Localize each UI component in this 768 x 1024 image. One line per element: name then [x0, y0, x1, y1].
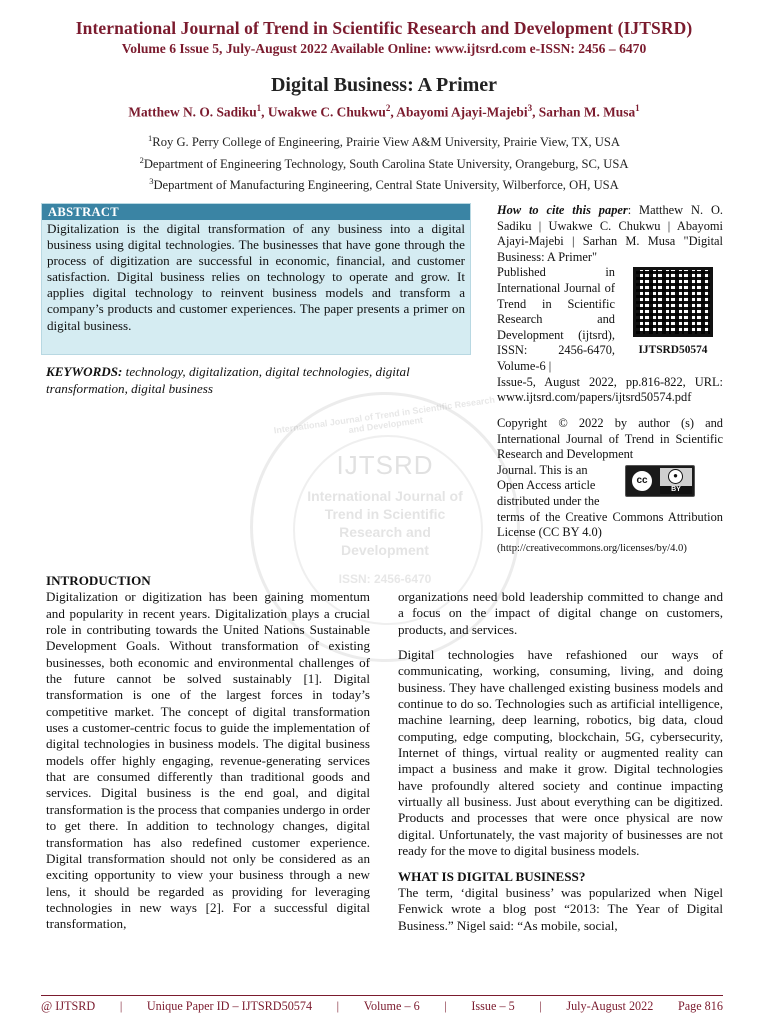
affiliation-list [0, 130, 768, 195]
author-affil-sup: 1 [256, 103, 262, 113]
author-affil-sup: 2 [385, 103, 391, 113]
author-list [0, 103, 768, 120]
abstract-box [41, 203, 471, 355]
footer-rule [41, 995, 723, 996]
affiliation-text: Roy G. Perry College of Engineering, Prairie View A&M University, Prairie View, TX, USA [152, 135, 620, 150]
footer-separator: | [336, 999, 340, 1013]
qr-code-icon [633, 267, 713, 337]
paragraph: Digitalization or digitization has been gaining momentum and popularity in recent years. Digitalization plays a crucial role in contributing towards the United Nations Sustainable Development Goals. Without transformation of existing businesses, both economic and environmental challenges of the future cannot be solved sustainably [1]. Digital transformation is one of the largest forces in today’s competitive market. The concept of digital transformation uses a customer-centric focus to guide the implementation of digital technologies in business models. The digital business models offer highly engaging, revenue-generating services that are consumed differently than traditional goods and services. Digital business is the end goal, and digital transformation is the process that companies undergo in order to get there. In addition to technology changes, digital transformation has also redefined customer experience. Digital transformation should not only be considered as an exciting opportunity to view your business through a new lens, it should be regarded as providing for leveraging technologies in new ways [2]. For a successful digital transformation, [46, 589, 370, 932]
keywords-label: KEYWORDS: [46, 364, 123, 379]
attribution-person-icon: ● [668, 469, 683, 484]
footer-separator: | [539, 999, 542, 1013]
copyright-bottom-text: terms of the Creative Commons Attribution License (CC BY 4.0) [497, 509, 723, 540]
citation-block [497, 203, 723, 406]
keywords [46, 364, 472, 397]
affiliation [0, 173, 768, 195]
copyright-left-text: Journal. This is an Open Access article distributed under the [497, 462, 600, 508]
footer-page-number: Page 816 [677, 999, 723, 1013]
citation-bottom-text: Issue-5, August 2022, pp.816-822, URL: www.ijtsrd.com/papers/ijtsrd50574.pdf [497, 374, 723, 405]
footer-publisher: @ IJTSRD [41, 999, 96, 1013]
by-area [660, 468, 692, 494]
affiliation-text: Department of Manufacturing Engineering, Central State University, Wilberforce, OH, USA [153, 178, 619, 193]
paper-title: Digital Business: A Primer [270, 74, 498, 96]
watermark-acronym: IJTSRD [336, 450, 434, 480]
copyright-badge-wrap [497, 463, 723, 510]
footer-date: July-August 2022 [566, 999, 654, 1013]
paragraph: organizations need bold leadership committed to change and a focus on the impact of digital change on customers, products, and services. [398, 589, 723, 637]
footer-volume: Volume – 6 [363, 999, 420, 1013]
citation-top [497, 203, 723, 265]
journal-volume-line: Volume 6 Issue 5, July-August 2022 Available Online: www.ijtsrd.com e-ISSN: 2456 – 6470 [121, 41, 647, 56]
citation-qr-wrap [497, 265, 723, 374]
citation-label: How to cite this paper [497, 203, 628, 217]
body-left-column [46, 573, 370, 933]
section-heading-introduction: INTRODUCTION [46, 573, 151, 588]
paragraph: Digital technologies have refashioned our ways of communicating, working, consuming, living, and doing business. They have challenged existing business models and continue to do so. Technologies such as artificial intelligence, machine learning, deep learning, robotics, big data, cloud computing, edge computing, blockchain, 5G, cybersecurity, Internet of things, virtual reality or augmented reality can impact a business and make it grow. Digital technologies have profoundly altered society and continue impacting virtually all business. Just about everything can be digitized. Products and processes that were once physical are now digital. Unfortunately, the vast majority of businesses are not ready for the move to digital business models. [398, 647, 723, 859]
author-name: Sarhan M. Musa [538, 104, 636, 120]
citation-top-text: : Matthew N. O. Sadiku | Uwakwe C. Chukwu | Abayomi Ajayi-Majebi | Sarhan M. Musa "Digital Business: A Primer" [497, 203, 723, 264]
journal-header [0, 18, 768, 57]
affiliation-sup: 1 [148, 133, 153, 143]
body-right-column [398, 589, 723, 934]
author-name: Abayomi Ajayi-Majebi [396, 104, 528, 120]
license-url: (http://creativecommons.org/licenses/by/4.0) [497, 542, 687, 554]
abstract-text: Digitalization is the digital transformation of any business into a digital business using digital technologies. The businesses that have gone through the process of digitization are successful in economic, financial, and customer satisfaction. Digital business relies on technology to operate and grow. It applies digital technology to reinvent business models and transform a company’s products and customer experiences. The paper presents a primer on digital business. [47, 221, 465, 333]
by-label: BY [660, 486, 692, 494]
author-affil-sup: 1 [635, 103, 640, 113]
journal-title: International Journal of Trend in Scientific Research and Development (IJTSRD) [75, 18, 693, 38]
affiliation [0, 130, 768, 152]
watermark-arc-text: International Journal of Trend in Scientific Research and Development [273, 394, 496, 436]
paper-id-label: IJTSRD50574 [638, 344, 708, 357]
footer-separator: | [119, 999, 123, 1013]
author-name: Uwakwe C. Chukwu [267, 104, 386, 120]
qr-code-box [627, 267, 719, 361]
page-footer [41, 999, 723, 1014]
keywords-text: technology, digitalization, digital technologies, digital transformation, digital business [46, 364, 410, 396]
author-affil-sup: 3 [527, 103, 533, 113]
affiliation-sup: 3 [149, 176, 154, 187]
section-heading-what-is-digital-business: WHAT IS DIGITAL BUSINESS? [398, 868, 586, 884]
footer-paper-id: Unique Paper ID – IJTSRD50574 [146, 999, 313, 1013]
author-separator: , [261, 104, 268, 120]
watermark-issn: ISSN: 2456-6470 [338, 572, 432, 586]
copyright-top-text: Copyright © 2022 by author (s) and International Journal of Trend in Scientific Research and Development [497, 416, 723, 462]
footer-issue: Issue – 5 [471, 999, 515, 1013]
affiliation-text: Department of Engineering Technology, South Carolina State University, Orangeburg, SC, USA [143, 156, 629, 171]
author-separator: , [390, 104, 397, 120]
citation-published-text: Published in International Journal of Trend in Scientific Research and Development (ijtsrd), ISSN: 2456-6470, Volume-6 | [497, 265, 615, 373]
cc-by-license-icon [625, 465, 695, 497]
footer-separator: | [444, 999, 447, 1013]
affiliation [0, 152, 768, 174]
watermark-name: International Journal of Trend in Scientific Research and Development [307, 488, 463, 558]
author-name: Matthew N. O. Sadiku [128, 104, 257, 120]
abstract-heading: ABSTRACT [42, 204, 470, 220]
affiliation-sup: 2 [139, 154, 144, 165]
author-separator: , [532, 104, 539, 120]
cc-circle-icon: cc [630, 469, 654, 493]
paragraph: The term, ‘digital business’ was popularized when Nigel Fenwick wrote a blog post “2013: The Year of Digital Business.” Nigel said: “As mobile, social, [398, 884, 723, 933]
copyright-block [497, 416, 723, 556]
